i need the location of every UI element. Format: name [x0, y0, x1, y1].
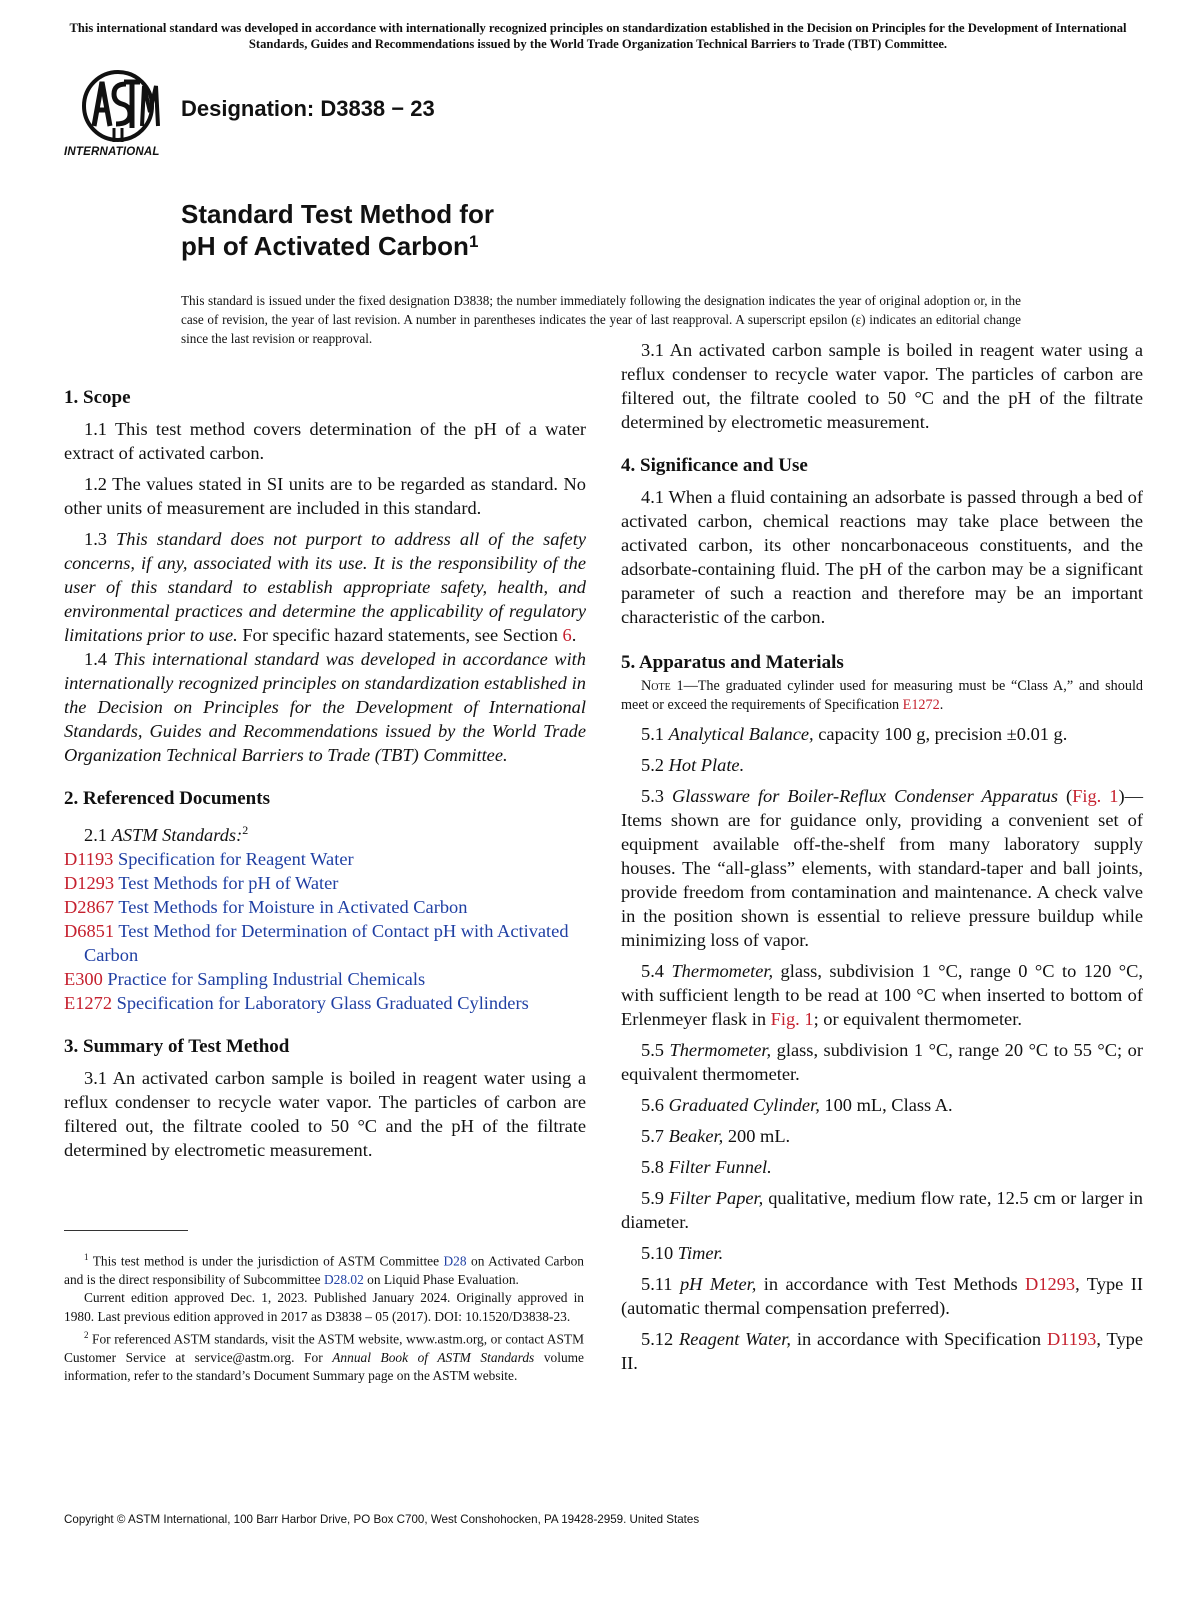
item-5-7: 5.7 Beaker, 200 mL. [641, 1126, 791, 1146]
section-4-heading: 4. Significance and Use [621, 455, 808, 476]
para-1-3: 1.3 This standard does not purport to address all of the safety concerns, if any, associated with its use. It is the responsibility of the user of this standard to establish appropriate safety, health, and environmental practices and determine the applicability of regulatory limitations prior to use. For specific hazard statements, see Section 6. [64, 529, 586, 645]
item-5-6: 5.6 Graduated Cylinder, 100 mL, Class A. [641, 1095, 953, 1115]
para-1-1: 1.1 This test method covers determination of the pH of a water extract of activated carbon. [64, 419, 586, 463]
reference-d1293[interactable]: D1293 Test Methods for pH of Water [64, 873, 339, 894]
footnote-1: $^1$ This test method is under the jurisdiction of ASTM Committee D28 on Activated Carbon and is the direct responsibility of Subcommittee D28.02 on Liquid Phase Evaluation. [64, 1252, 584, 1287]
copyright-notice: Copyright © ASTM International, 100 Barr Harbor Drive, PO Box C700, West Conshohocken, PA 19428-2959. United States [64, 1513, 700, 1526]
item-5-2: 5.2 Hot Plate. [641, 755, 745, 775]
item-5-10: 5.10 Timer. [641, 1243, 724, 1263]
reference-e1272[interactable]: E1272 Specification for Laboratory Glass Graduated Cylinders [64, 993, 529, 1014]
footnote-rule [64, 1230, 188, 1231]
title-line-2: pH of Activated Carbon$^1$ [181, 231, 479, 261]
d1293-link[interactable]: D1293 [1025, 1274, 1076, 1294]
fig-1-link-2[interactable]: Fig. 1 [770, 1009, 814, 1029]
title-line-1: Standard Test Method for [181, 199, 494, 229]
section-5-heading: 5. Apparatus and Materials [621, 652, 844, 673]
item-5-1: 5.1 Analytical Balance, capacity 100 g, precision ±0.01 g. [641, 724, 1068, 744]
item-5-5: 5.5 Thermometer, glass, subdivision 1 °C, range 20 °C to 55 °C; or equivalent thermometer. [621, 1040, 1143, 1084]
astm-logo [64, 68, 168, 164]
item-5-4: 5.4 Thermometer, glass, subdivision 1 °C, range 0 °C to 120 °C, with sufficient length to be read at 100 °C when inserted to bottom of Erlenmeyer flask in Fig. 1; or equivalent thermometer. [621, 961, 1143, 1029]
header-note: This international standard was developed in accordance with internationally recognized principles on standardization established in the Decision on Principles for the Development of International Standards, Guides and Recommendations issued by the World Trade Organization Technical Barriers to Trade (TBT) Committee. [69, 21, 1127, 51]
issued-note: This standard is issued under the fixed designation D3838; the number immediately following the designation indicates the year of original adoption or, in the case of revision, the year of last revision. A number in parentheses indicates the year of last reapproval. A superscript epsilon (ε) indicates an editorial change since the last revision or reapproval. [181, 293, 1021, 346]
footnotes [64, 1248, 584, 1386]
reference-d2867[interactable]: D2867 Test Methods for Moisture in Activated Carbon [64, 897, 468, 918]
para-1-4: 1.4 This international standard was developed in accordance with internationally recognized principles on standardization established in the Decision on Principles for the Development of International Standards, Guides and Recommendations issued by the World Trade Organization Technical Barriers to Trade (TBT) Committee. [64, 649, 586, 765]
reference-d1193[interactable]: D1193 Specification for Reagent Water [64, 849, 354, 870]
d1193-link[interactable]: D1193 [1047, 1329, 1097, 1349]
note-e1272-link[interactable]: E1272 [902, 697, 940, 713]
title-footnote-marker: 1 [468, 232, 479, 251]
designation: Designation: D3838 − 23 [181, 96, 435, 121]
para-1-2: 1.2 The values stated in SI units are to be regarded as standard. No other units of measurement are included in this standard. [64, 474, 586, 518]
item-5-11: 5.11 pH Meter, in accordance with Test Methods D1293, Type II (automatic thermal compensation preferred). [621, 1274, 1143, 1318]
committee-d28-link[interactable]: D28 [443, 1253, 467, 1269]
footnote-2: $^2$ For referenced ASTM standards, visit the ASTM website, www.astm.org, or contact ASTM Customer Service at service@astm.org. For Annual Book of ASTM Standards volume information, refer to the standard’s Document Summary page on the ASTM website. [64, 1330, 584, 1384]
para-3-1: 3.1 An activated carbon sample is boiled in reagent water using a reflux condenser to recycle water vapor. The particles of carbon are filtered out, the filtrate cooled to 50 °C and the pH of the filtrate determined by electrometic measurement. [64, 1068, 586, 1161]
logo-subtext: INTERNATIONAL [64, 146, 160, 158]
subcommittee-d28-02-link[interactable]: D28.02 [323, 1271, 364, 1287]
footnote-edition: Current edition approved Dec. 1, 2023. Published January 2024. Originally approved in 1980. Last previous edition approved in 2017 as D3838 – 05 (2017). DOI: 10.1520/D3838-23. [64, 1290, 584, 1324]
para-3-1-continued: 3.1 An activated carbon sample is boiled in reagent water using a reflux condenser to recycle water vapor. The particles of carbon are filtered out, the filtrate cooled to 50 °C and the pH of the filtrate determined by electrometic measurement. [621, 340, 1143, 432]
reference-d6851[interactable]: D6851 Test Method for Determination of Contact pH with Activated Carbon [64, 921, 569, 966]
section-2-heading: 2. Referenced Documents [64, 788, 270, 809]
right-column [621, 340, 1144, 1375]
para-4-1: 4.1 When a fluid containing an adsorbate is passed through a bed of activated carbon, chemical reactions may take place between the activated carbon, its other noncarbonaceous constituents, and the adsorbate-containing fluid. The pH of the carbon may be a significant parameter of such a reaction and therefore may be an important characteristic of the carbon. [621, 487, 1143, 627]
section-3-heading: 3. Summary of Test Method [64, 1036, 290, 1058]
reference-e300[interactable]: E300 Practice for Sampling Industrial Chemicals [64, 969, 426, 990]
left-column [64, 386, 586, 1161]
section-1-heading: 1. Scope [64, 387, 131, 408]
item-5-12: 5.12 Reagent Water, in accordance with Specification D1193, Type II. [621, 1329, 1144, 1373]
document-title [181, 198, 494, 262]
item-5-3: 5.3 Glassware for Boiler-Reflux Condenser Apparatus (Fig. 1)—Items shown are for guidance only, providing a convenient set of equipment available off-the-shelf from many laboratory supply houses. The “all-glass” elements, with standard-taper and ball joints, provide freedom from contamination and maintenance. A check valve in the position shown is essential to relieve pressure buildup while minimizing loss of vapor. [621, 786, 1143, 950]
fig-1-link[interactable]: Fig. 1 [1072, 786, 1119, 806]
item-5-8: 5.8 Filter Funnel. [641, 1157, 772, 1177]
para-2-1: 2.1 ASTM Standards:$^2$ [84, 823, 249, 846]
note-1: Note 1—The graduated cylinder used for measuring must be “Class A,” and should meet or exceed the requirements of Specification E1272. [621, 678, 1144, 713]
section-6-link[interactable]: 6 [562, 625, 572, 645]
item-5-9: 5.9 Filter Paper, qualitative, medium flow rate, 12.5 cm or larger in diameter. [621, 1188, 1143, 1232]
